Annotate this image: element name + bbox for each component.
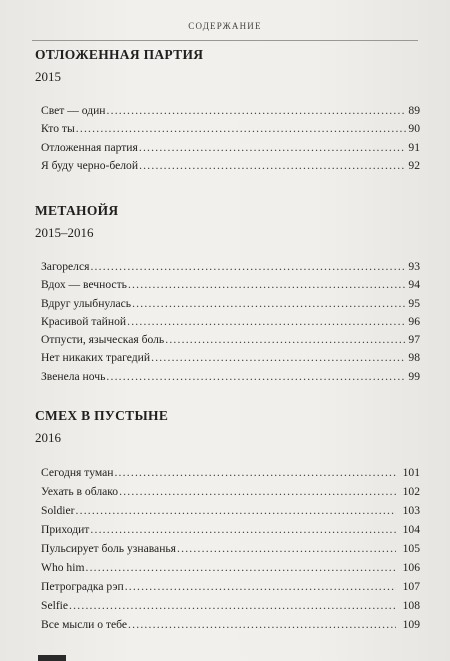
header-rule: [32, 40, 418, 41]
leader-dots: [151, 349, 406, 367]
entry-title: Уехать в облако: [41, 485, 119, 498]
toc-entry[interactable]: [41, 539, 420, 558]
entry-page: 108: [402, 599, 420, 612]
entry-page: 93: [408, 260, 420, 273]
toc-entry[interactable]: [41, 463, 420, 482]
leader-dots: [76, 120, 407, 138]
toc-entry[interactable]: [41, 615, 420, 634]
leader-dots: [165, 331, 406, 349]
entry-page: 103: [402, 504, 420, 517]
section-title: ОТЛОЖЕННАЯ ПАРТИЯ: [35, 47, 204, 62]
leader-dots: [76, 501, 397, 520]
toc-entry[interactable]: [41, 577, 420, 596]
entry-page: 105: [402, 542, 420, 555]
leader-dots: [139, 139, 407, 157]
entry-title: Сегодня туман: [41, 466, 114, 479]
entry-title: Загорелся: [41, 260, 90, 273]
entry-page: 90: [408, 122, 420, 136]
leader-dots: [114, 463, 396, 482]
toc-list: [35, 463, 420, 634]
entry-page: 109: [402, 618, 420, 631]
toc-entry[interactable]: [41, 295, 420, 313]
toc-entry[interactable]: [41, 520, 420, 539]
section-title: МЕТАНОЙЯ: [35, 203, 119, 218]
leader-dots: [90, 258, 406, 276]
entry-title: Кто ты: [41, 122, 75, 136]
leader-dots: [125, 577, 396, 596]
entry-title: Вдох — вечность: [41, 278, 127, 292]
entry-title: Свет — один: [41, 104, 106, 117]
entry-page: 91: [408, 140, 420, 154]
entry-title: Who him: [41, 561, 85, 574]
entry-title: Звенела ночь: [41, 369, 106, 383]
toc-entry[interactable]: [41, 258, 420, 276]
page-edge-mark: [38, 655, 66, 661]
section-otlozhennaya-partiya: [35, 47, 420, 175]
entry-title: Нет никаких трагедий: [41, 351, 151, 365]
toc-list: [35, 102, 420, 175]
toc-entry[interactable]: [41, 482, 420, 501]
leader-dots: [85, 558, 396, 577]
leader-dots: [69, 596, 396, 615]
leader-dots: [128, 276, 406, 294]
section-metanoiya: [35, 203, 420, 386]
toc-entry[interactable]: [41, 331, 420, 349]
leader-dots: [132, 295, 406, 313]
entry-page: 94: [408, 278, 420, 292]
entry-page: 96: [408, 314, 420, 328]
leader-dots: [139, 157, 406, 175]
toc-entry[interactable]: [41, 276, 420, 294]
leader-dots: [106, 368, 406, 386]
toc-entry[interactable]: [41, 139, 420, 157]
toc-entry[interactable]: [41, 349, 420, 367]
section-smekh-v-pustyne: [35, 408, 420, 634]
entry-title: Красивой тайной: [41, 314, 127, 328]
toc-entry[interactable]: [41, 102, 420, 120]
entry-title: Отложенная партия: [41, 140, 138, 154]
entry-title: Все мысли о тебе: [41, 618, 128, 631]
entry-page: 101: [402, 466, 420, 479]
toc-entry[interactable]: [41, 120, 420, 138]
toc-entry[interactable]: [41, 501, 420, 520]
entry-page: 95: [408, 296, 420, 310]
toc-entry[interactable]: [41, 313, 420, 331]
section-title: СМЕХ В ПУСТЫНЕ: [35, 408, 169, 423]
entry-title: Приходит: [41, 523, 90, 536]
entry-page: 104: [402, 523, 420, 536]
entry-title: Soldier: [41, 504, 75, 517]
entry-title: Пульсирует боль узнаванья: [41, 542, 177, 555]
entry-title: Отпусти, языческая боль: [41, 333, 165, 347]
entry-title: Петроградка рэп: [41, 580, 124, 593]
leader-dots: [107, 102, 407, 120]
entry-title: Вдруг улыбнулась: [41, 296, 132, 310]
section-year: 2015–2016: [35, 225, 94, 240]
leader-dots: [128, 615, 396, 634]
entry-page: 97: [408, 333, 420, 347]
entry-page: 106: [402, 561, 420, 574]
toc-list: [35, 258, 420, 386]
entry-title: Я буду черно-белой: [41, 158, 139, 172]
entry-page: 99: [408, 369, 420, 383]
section-year: 2015: [35, 69, 61, 84]
toc-entry[interactable]: [41, 596, 420, 615]
section-year: 2016: [35, 430, 61, 445]
leader-dots: [127, 313, 406, 331]
leader-dots: [177, 539, 396, 558]
leader-dots: [90, 520, 396, 539]
entry-page: 107: [402, 580, 420, 593]
toc-entry[interactable]: [41, 157, 420, 175]
toc-entry[interactable]: [41, 368, 420, 386]
entry-page: 102: [402, 485, 420, 498]
entry-page: 92: [408, 158, 420, 172]
running-head: СОДЕРЖАНИЕ: [188, 21, 262, 31]
toc-entry[interactable]: [41, 558, 420, 577]
leader-dots: [119, 482, 396, 501]
entry-title: Selfie: [41, 599, 69, 612]
entry-page: 89: [408, 104, 420, 117]
entry-page: 98: [408, 351, 420, 365]
